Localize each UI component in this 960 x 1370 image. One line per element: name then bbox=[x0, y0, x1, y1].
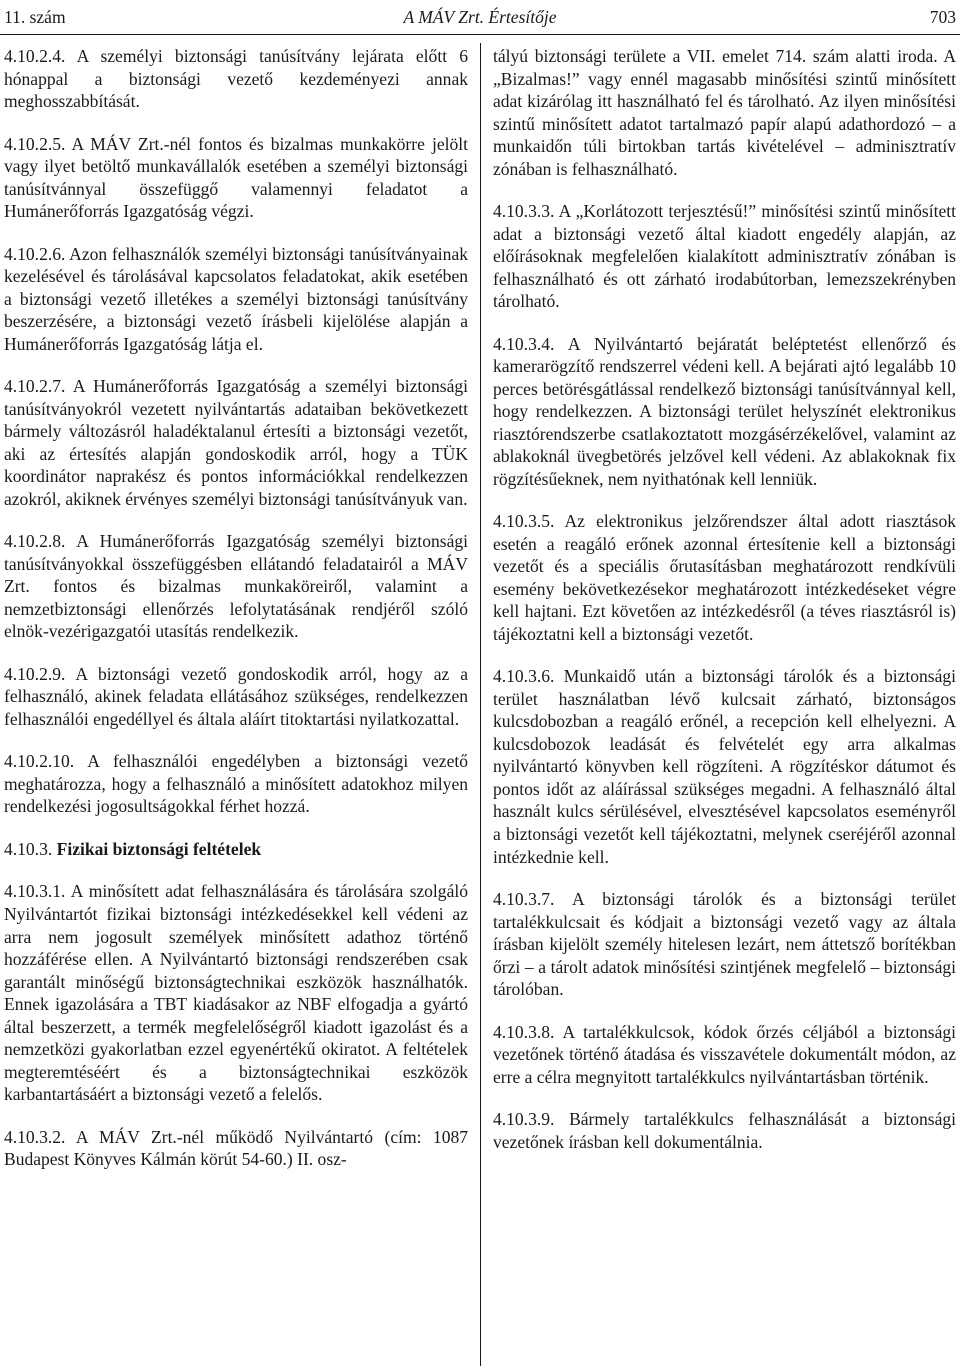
paragraph-text: A MÁV Zrt.-nél fontos és bizalmas munkakörre jelölt vagy ilyet betöltő munkavállalók esetében a személyi biztonsági tanúsítvánnyal összefüggő valamennyi feladatot a Humánerőforrás Igazgatóság végzi. bbox=[4, 133, 468, 222]
paragraph-number: 4.10.3.9. bbox=[493, 1109, 555, 1130]
paragraph bbox=[4, 1126, 468, 1171]
paragraph bbox=[4, 880, 468, 1105]
publication-title: A MÁV Zrt. Értesítője bbox=[403, 7, 557, 27]
page-header bbox=[0, 0, 960, 34]
paragraph bbox=[493, 200, 956, 313]
paragraph-text: A Humánerőforrás Igazgatóság személyi biztonsági tanúsítványokkal összefüggésben ellátandó feladatairól a MÁV Zrt. fontos és bizalmas munkaköreiről, valamint a nemzetbiztonsági ellenőrzés lefolytatásának rendjéről szóló elnök-vezérigazgatói utasítás rendelkezik. bbox=[4, 531, 468, 642]
paragraph-number: 4.10.3.3. bbox=[493, 201, 555, 222]
paragraph-text: A Nyilvántartó bejáratát beléptetést ellenőrző és kamerarögzítő rendszerrel védeni kell. A bejárati ajtó legalább 10 perces betörésgátlással rendelkező biztonsági tanúsítvánnyal kell, hogy rendelkezzen. A biztonsági terület helyszínét elektronikus riasztórendszerbe csatlakoztatott mozgásérzékelővel, valamint az ablakoknál üvegbetörés jelzővel kell védeni. Az ablakoknak fix rögzítésűeknek, nem nyithatónak kell lenniük. bbox=[493, 333, 956, 489]
paragraph-text: Az elektronikus jelzőrendszer által adott riasztások esetén a reagáló erőnek azonnal értesítenie kell a biztonsági vezetőt és a speciális őrutasításban meghatározott rendkívüli esemény bekövetkezésekor meghatározott intézkedéseket végre kell hajtani. Ezt követően az intézkedésről (a téves riasztásról is) tájékoztatni kell a biztonsági vezetőt. bbox=[493, 511, 956, 644]
paragraph-number: 4.10.3.6. bbox=[493, 666, 555, 687]
paragraph bbox=[493, 510, 956, 645]
paragraph-text: A biztonsági tárolók és a biztonsági terület tartalékkulcsait és kódjait a biztonsági vezető vagy az általa írásban kijelölt személy hitelesen lezárt, nem áttetsző borítékban őrzi – a tárolt adatok minősítési szintjének megfelelő – biztonsági tárolóban. bbox=[493, 889, 956, 1000]
paragraph-number: 4.10.3.8. bbox=[493, 1021, 555, 1042]
header-rule bbox=[0, 34, 960, 35]
right-column bbox=[493, 45, 956, 1173]
column-divider bbox=[480, 43, 481, 1366]
paragraph bbox=[493, 888, 956, 1001]
paragraph-number: 4.10.3.5. bbox=[493, 511, 555, 532]
paragraph-text: A minősített adat felhasználására és tárolására szolgáló Nyilvántartót fizikai biztonsági intézkedésekkel kell védeni az arra nem jogosult személyek minősített adathoz történő hozzáférése ellen. A Nyilvántartó biztonsági rendszerében csak garantált minőségű biztonságtechnikai eszközök használhatók. Ennek igazolására a TBT kiadásakor az NBF elfogadja a gyártó által beszerzett, a termék megfelelőségről kiadott igazolást és a nemzetközi gyakorlatban ezzel egyenértékű okiratot. A feltételek megteremtéséért és a biztonságtechnikai eszközök karbantartásáért a biztonsági vezető a felelős. bbox=[4, 881, 468, 1105]
paragraph-text: A biztonsági vezető gondoskodik arról, hogy az a felhasználó, akinek feladata ellátásához szükséges, rendelkezzen felhasználói engedéllyel és általa aláírt titoktartási nyilatkozattal. bbox=[4, 663, 468, 729]
paragraph bbox=[4, 375, 468, 510]
left-column bbox=[4, 45, 468, 1191]
paragraph bbox=[4, 663, 468, 731]
paragraph bbox=[4, 133, 468, 223]
paragraph-text: Fizikai biztonsági feltételek bbox=[56, 838, 262, 859]
paragraph-text: Bármely tartalékkulcs felhasználását a biztonsági vezetőnek írásban kell dokumentálnia. bbox=[493, 1109, 956, 1152]
paragraph-text: Munkaidő után a biztonsági tárolók és a biztonsági terület használatban lévő kulcsait zárható, biztonságos kulcsdobozban a reagáló erőnél, a recepción kell elhelyezni. A kulcsdobozok leadását és felvételét egy arra alkalmas nyilvántartó könyvben kell rögzíteni. A rögzítéskor dátumot és pontos időt az aláírással szükséges megadni. A felhasználó által használt kulcs sérülésével, elvesztésével kapcsolatos eseményről a biztonsági vezetőt kell tájékoztatni, melynek cseréjéről azonnal intézkednie kell. bbox=[493, 666, 956, 867]
paragraph bbox=[493, 333, 956, 491]
paragraph-text: A személyi biztonsági tanúsítvány lejárata előtt 6 hónappal a biztonsági vezető kezdeményezi annak meghosszabbítását. bbox=[4, 46, 469, 112]
paragraph-number: 4.10.3.2. bbox=[4, 1126, 66, 1147]
paragraph bbox=[493, 1021, 956, 1089]
paragraph bbox=[4, 243, 468, 356]
paragraph bbox=[493, 45, 956, 180]
paragraph-number: 4.10.2.9. bbox=[4, 663, 66, 684]
paragraph-number: 4.10.2.5. bbox=[4, 133, 66, 154]
paragraph-text: A felhasználói engedélyben a biztonsági vezető meghatározza, hogy a felhasználó a minősített adatokhoz milyen rendelkezési jogosultságokkal férhet hozzá. bbox=[4, 751, 468, 817]
paragraph-text: A tartalékkulcsok, kódok őrzés céljából a biztonsági vezetőnek történő átadása és visszavétele dokumentált módon, az erre a célra megnyitott tartalékkulcs nyilvántartásban történik. bbox=[493, 1021, 956, 1087]
paragraph bbox=[4, 750, 468, 818]
paragraph-number: 4.10.3. bbox=[4, 838, 53, 859]
paragraph-text: A Humánerőforrás Igazgatóság a személyi biztonsági tanúsítványokról vezetett nyilvántartás adataiban bekövetkezett bármely változásról haladéktalanul értesíti a biztonsági vezetőt, aki az értesítés alapján gondoskodik arról, hogy a TÜK koordinátor naprakész és pontos információkkal rendelkezzen azokról, akiknek érvényes személyi biztonsági tanúsítványuk van. bbox=[4, 376, 468, 509]
paragraph bbox=[4, 45, 468, 113]
page-number: 703 bbox=[929, 7, 956, 27]
paragraph-text: A MÁV Zrt.-nél működő Nyilvántartó (cím: 1087 Budapest Könyves Kálmán körút 54-60.) II. osz- bbox=[4, 1126, 468, 1170]
paragraph-number: 4.10.2.7. bbox=[4, 376, 66, 397]
paragraph-number: 4.10.3.7. bbox=[493, 889, 555, 910]
paragraph bbox=[493, 1108, 956, 1153]
paragraph-number: 4.10.2.4. bbox=[4, 46, 66, 66]
issue-number: 11. szám bbox=[4, 7, 66, 27]
paragraph-number: 4.10.2.10. bbox=[4, 751, 75, 772]
paragraph-text: Azon felhasználók személyi biztonsági tanúsítványainak kezelésével és tárolásával kapcsolatos feladatokat, akik esetében a biztonsági vezető illetékes a személyi biztonsági tanúsítvány beszerzésére, a biztonsági vezető írásbeli kijelölése alapján a Humánerőforrás Igazgatóság látja el. bbox=[4, 243, 468, 354]
paragraph-number: 4.10.2.8. bbox=[4, 531, 66, 552]
paragraph-text: tályú biztonsági területe a VII. emelet 714. szám alatti iroda. A „Bizalmas!” vagy ennél magasabb minősítési szintű minősített adat kizárólag itt használható fel és tárolható. Az ilyen minősítési szintű minősített adatot tartalmazó papír alapú adathordozó – a munkaidőn túli birtokban tartás kivételével – adminisztratív zónában is felhasználható. bbox=[493, 46, 956, 179]
paragraph-number: 4.10.3.4. bbox=[493, 333, 555, 354]
paragraph-text: A „Korlátozott terjesztésű!” minősítési szintű minősített adat a biztonsági vezető által kiadott engedély alapján, az előírásoknak megfelelően kialakított adminisztratív zónában is felhasználható és ott zárható irodabútorban, lemezszekrényben tárolható. bbox=[493, 201, 956, 312]
paragraph bbox=[4, 530, 468, 643]
section-heading bbox=[4, 838, 468, 861]
paragraph-number: 4.10.2.6. bbox=[4, 243, 66, 264]
paragraph bbox=[493, 665, 956, 868]
paragraph-number: 4.10.3.1. bbox=[4, 881, 66, 902]
